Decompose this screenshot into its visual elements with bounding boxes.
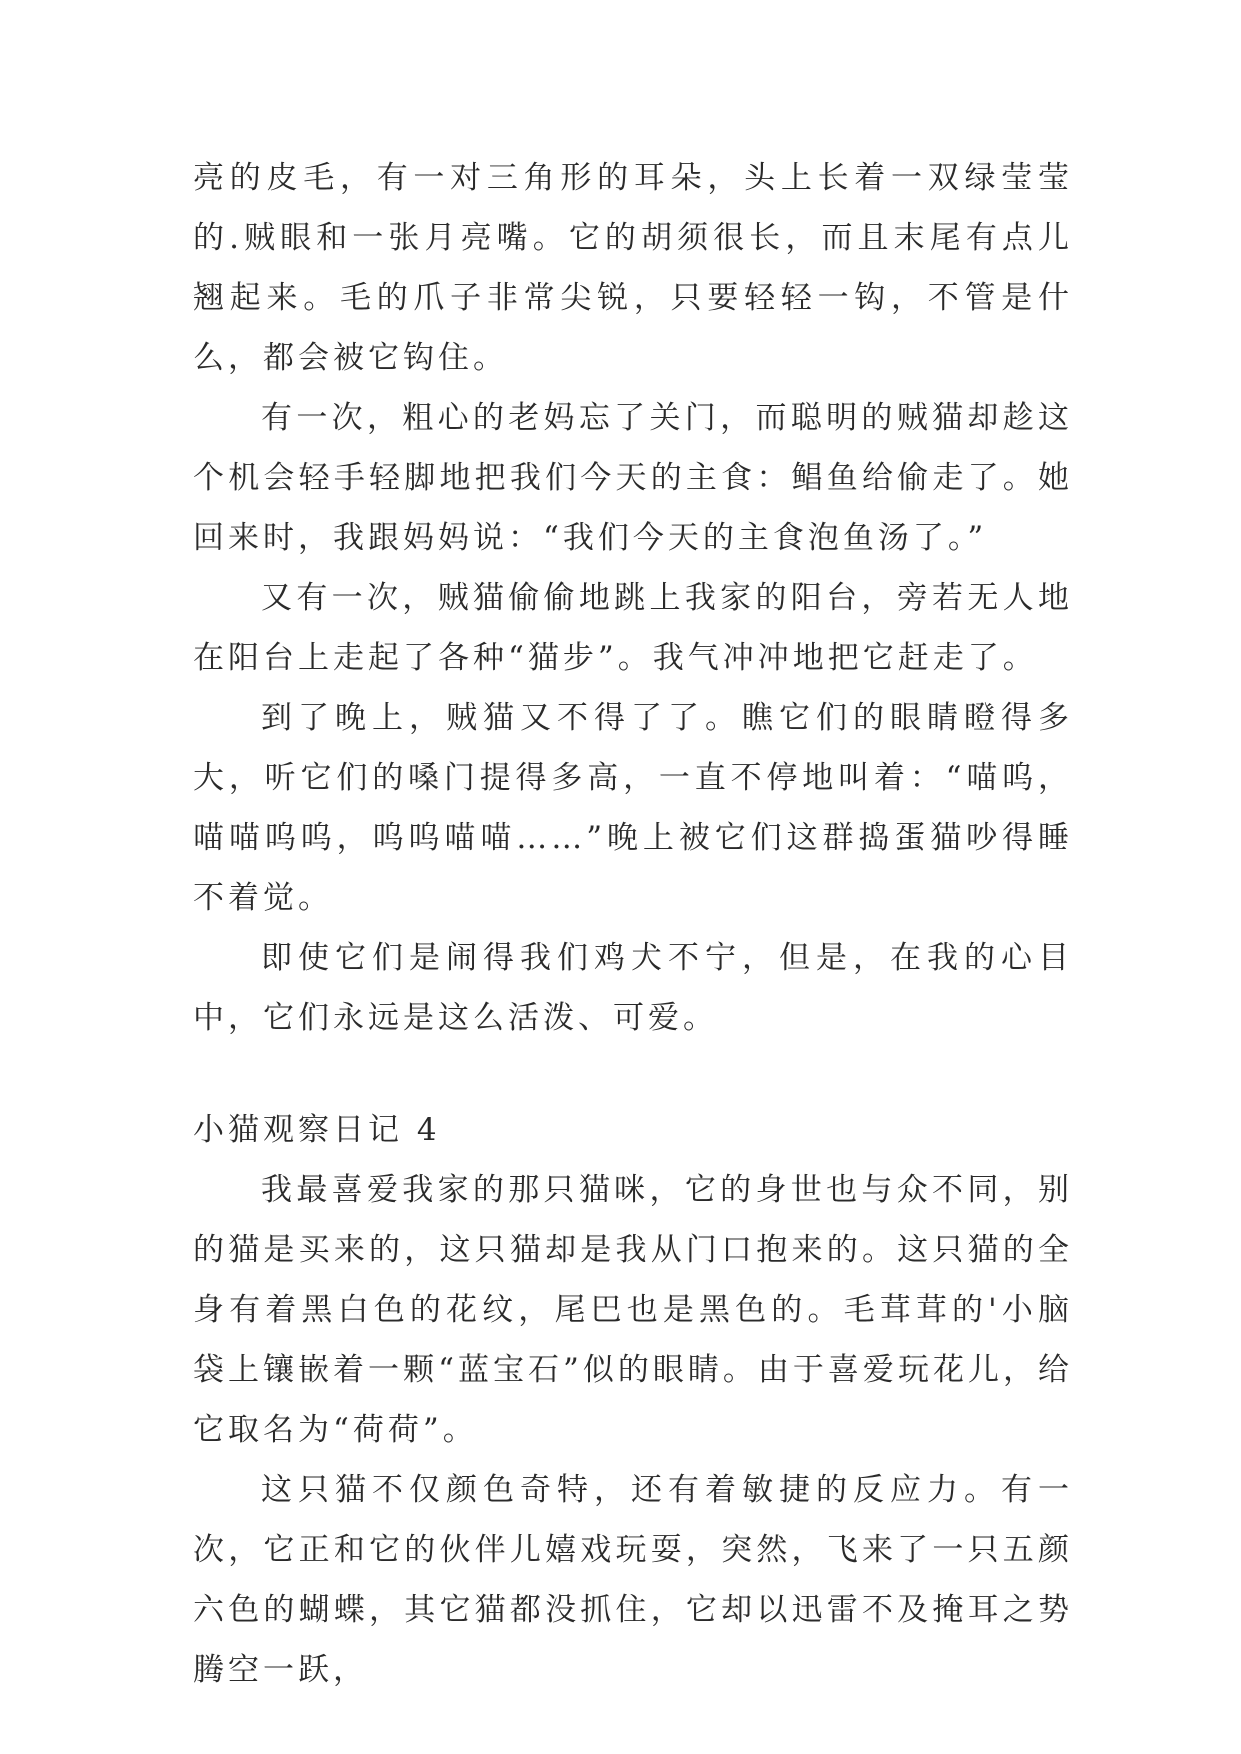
paragraph: 我最喜爱我家的那只猫咪，它的身世也与众不同，别的猫是买来的，这只猫却是我从门口抱来的。这只猫的全身有着黑白色的花纹，尾巴也是黑色的。毛茸茸的'小脑袋上镶嵌着一颗“蓝宝石”似的眼睛。由于喜爱玩花儿，给它取名为“荷荷”。 <box>193 1172 1073 1448</box>
paragraph: 即使它们是闹得我们鸡犬不宁，但是，在我的心目中，它们永远是这么活泼、可爱。 <box>193 940 1073 1036</box>
paragraph: 这只猫不仅颜色奇特，还有着敏捷的反应力。有一次，它正和它的伙伴儿嬉戏玩耍，突然，飞来了一只五颜六色的蝴蝶，其它猫都没抓住，它却以迅雷不及掩耳之势腾空一跃， <box>193 1472 1073 1688</box>
paragraph: 到了晚上，贼猫又不得了了。瞧它们的眼睛瞪得多大，听它们的嗓门提得多高，一直不停地叫着：“喵呜，喵喵呜呜，呜呜喵喵……”晚上被它们这群捣蛋猫吵得睡不着觉。 <box>193 700 1073 916</box>
paragraph: 又有一次，贼猫偷偷地跳上我家的阳台，旁若无人地在阳台上走起了各种“猫步”。我气冲冲地把它赶走了。 <box>193 580 1073 676</box>
paragraph: 亮的皮毛，有一对三角形的耳朵，头上长着一双绿莹莹的.贼眼和一张月亮嘴。它的胡须很长，而且末尾有点儿翘起来。毛的爪子非常尖锐，只要轻轻一钩，不管是什么，都会被它钩住。 <box>193 160 1073 376</box>
section-title: 小猫观察日记 4 <box>193 1112 441 1148</box>
paragraph: 有一次，粗心的老妈忘了关门，而聪明的贼猫却趁这个机会轻手轻脚地把我们今天的主食：鲳鱼给偷走了。她回来时，我跟妈妈说：“我们今天的主食泡鱼汤了。” <box>193 400 1073 556</box>
document-body <box>193 148 1073 1700</box>
